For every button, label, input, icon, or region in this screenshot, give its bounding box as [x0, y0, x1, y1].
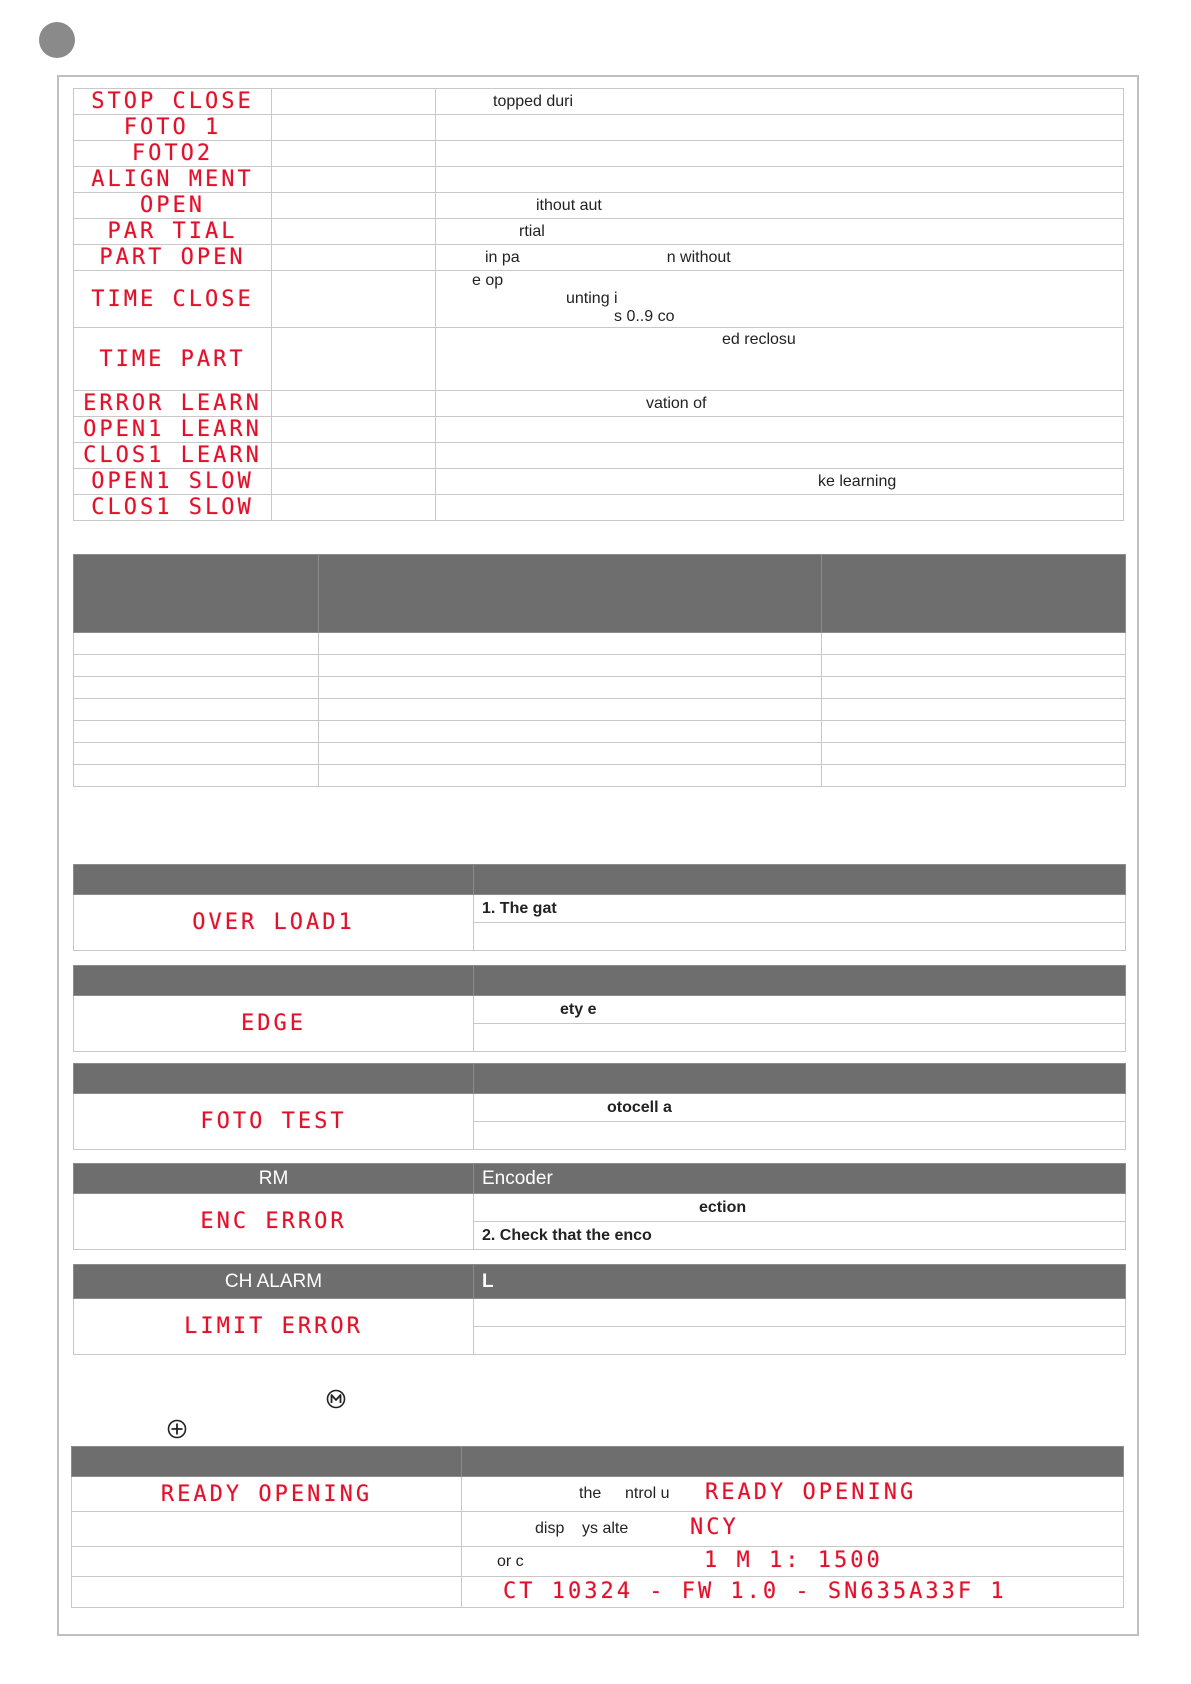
table-row	[74, 245, 1124, 271]
display-code: ERROR LEARN	[83, 391, 262, 416]
table-row	[74, 1094, 1126, 1122]
display-code: LIMIT ERROR	[184, 1314, 363, 1339]
display-code: TIME CLOSE	[91, 286, 254, 312]
alarm-line	[474, 1327, 1126, 1355]
display-code: PART OPEN	[99, 245, 246, 270]
table-header	[74, 1265, 1126, 1299]
display-code: 1 M 1: 1500	[704, 1548, 883, 1573]
alarm-line	[474, 1299, 1126, 1327]
table-header	[72, 1447, 1124, 1477]
table-row	[74, 193, 1124, 219]
display-code: CLOS1 SLOW	[91, 495, 254, 520]
description: ed reclosu	[722, 331, 796, 348]
table-row	[74, 895, 1126, 923]
alarm-header-right: L	[474, 1265, 1126, 1299]
alarm-header-left	[74, 865, 474, 895]
table-row	[74, 391, 1124, 417]
alarm-table-edge	[73, 965, 1126, 1052]
table-row	[74, 219, 1124, 245]
table-row	[74, 89, 1124, 115]
display-code: STOP CLOSE	[91, 89, 254, 114]
display-code: ENC ERROR	[200, 1209, 347, 1234]
table-row	[74, 495, 1124, 521]
table-row	[72, 1577, 1124, 1608]
description: the	[579, 1485, 602, 1502]
table-row	[72, 1512, 1124, 1547]
alarm-table-foto-test	[73, 1063, 1126, 1150]
display-code: OVER LOAD1	[192, 910, 355, 935]
display-code: CLOS1 LEARN	[83, 443, 262, 468]
table-row	[72, 1477, 1124, 1512]
description: rtial	[519, 222, 545, 240]
display-code: OPEN1 SLOW	[91, 469, 254, 494]
table-row	[74, 469, 1124, 495]
display-code: FOTO 1	[123, 115, 222, 140]
alarm-line: otocell a	[474, 1094, 1126, 1122]
table-row	[74, 721, 1126, 743]
alarm-header-left: RM	[74, 1164, 474, 1194]
table-row	[74, 655, 1126, 677]
display-sequence-table	[71, 1446, 1124, 1608]
table-row	[74, 443, 1124, 469]
description: ntrol u	[625, 1485, 670, 1502]
page-marker-dot	[39, 22, 75, 58]
table-header	[74, 1164, 1126, 1194]
display-code: CT 10324 - FW 1.0 - SN635A33F 1	[503, 1579, 1007, 1604]
parameter-table	[73, 554, 1126, 787]
display-code: NCY	[690, 1515, 739, 1540]
description: ke learning	[818, 472, 897, 490]
description: topped duri	[493, 92, 574, 110]
description: ys alte	[582, 1520, 629, 1537]
alarm-header-left: CH ALARM	[74, 1265, 474, 1299]
alarm-line: 2. Check that the enco	[474, 1222, 1126, 1250]
table-header	[74, 1064, 1126, 1094]
table-row	[74, 271, 1124, 328]
table-header	[74, 865, 1126, 895]
description: in pa	[485, 248, 520, 266]
table-row	[72, 1547, 1124, 1577]
alarm-header-left	[74, 966, 474, 996]
description: n without	[666, 248, 731, 266]
table-row	[74, 677, 1126, 699]
alarm-line: 1. The gat	[474, 895, 1126, 923]
alarm-header-right: Encoder	[474, 1164, 1126, 1194]
display-code: OPEN1 LEARN	[83, 417, 262, 442]
table-row	[74, 765, 1126, 787]
messages-table	[73, 88, 1124, 521]
table-row	[74, 167, 1124, 193]
display-code: FOTO TEST	[200, 1109, 347, 1134]
table-row	[74, 699, 1126, 721]
plus-circle-icon	[167, 1419, 187, 1439]
table-header	[74, 555, 1126, 633]
alarm-table-limit	[73, 1264, 1126, 1355]
table-row	[74, 417, 1124, 443]
description: or c	[497, 1553, 524, 1570]
display-code: PAR TIAL	[107, 219, 238, 244]
description: ithout aut	[536, 196, 602, 214]
display-code: READY OPENING	[160, 1481, 373, 1507]
table-row	[74, 115, 1124, 141]
alarm-table-encoder	[73, 1163, 1126, 1250]
table-row	[74, 996, 1126, 1024]
table-row	[74, 1194, 1126, 1222]
m-circle-icon	[326, 1389, 346, 1409]
alarm-header-left	[74, 1064, 474, 1094]
description: e op	[472, 272, 504, 289]
alarm-line	[474, 1122, 1126, 1150]
alarm-header-right	[474, 865, 1126, 895]
display-code: ALIGN MENT	[91, 167, 254, 192]
alarm-line: ety e	[474, 996, 1126, 1024]
alarm-line	[474, 923, 1126, 951]
table-row	[74, 633, 1126, 655]
table-row	[74, 1299, 1126, 1327]
table-header	[74, 966, 1126, 996]
alarm-header-right	[474, 966, 1126, 996]
alarm-line: ection	[474, 1194, 1126, 1222]
display-code: FOTO2	[131, 141, 214, 166]
display-code: EDGE	[241, 1011, 306, 1036]
alarm-header-right	[474, 1064, 1126, 1094]
description: disp	[535, 1520, 565, 1537]
display-code: TIME PART	[99, 346, 246, 372]
description: vation of	[646, 394, 707, 412]
table-row	[74, 141, 1124, 167]
description: s 0..9 co	[614, 308, 675, 325]
table-row	[74, 328, 1124, 391]
table-row	[74, 743, 1126, 765]
alarm-table-overload	[73, 864, 1126, 951]
display-code: OPEN	[140, 193, 205, 218]
display-code: READY OPENING	[705, 1480, 917, 1505]
alarm-line	[474, 1024, 1126, 1052]
description: unting i	[566, 290, 618, 307]
